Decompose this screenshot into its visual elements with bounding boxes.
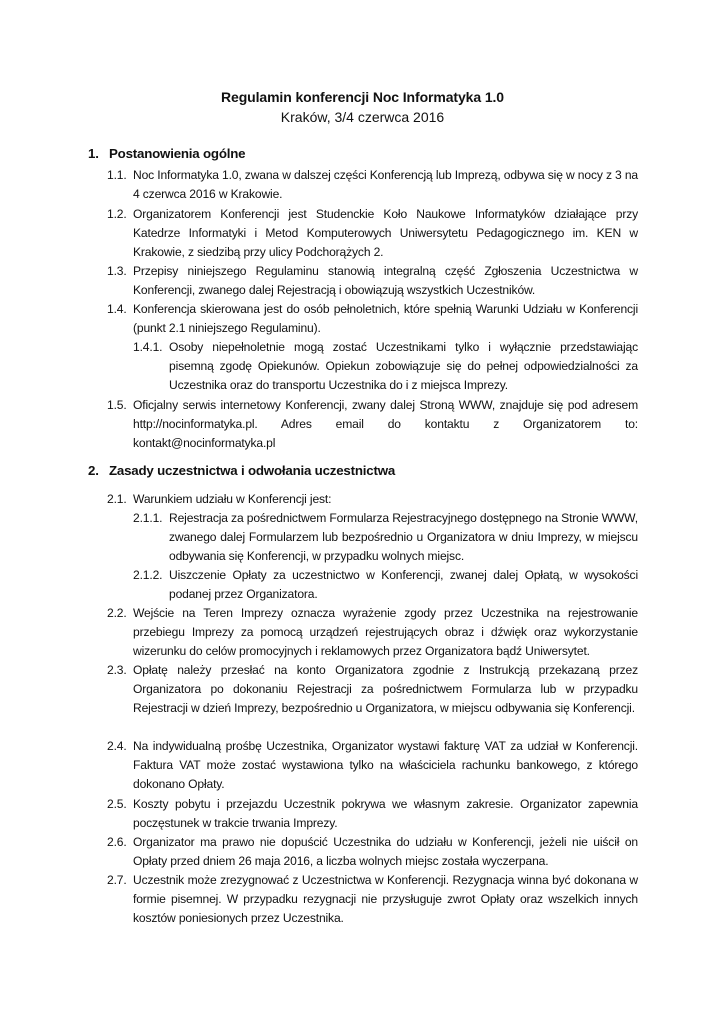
item-number: 2.6. bbox=[107, 835, 127, 849]
item-number: 1.4.1. bbox=[133, 340, 163, 354]
item-number: 2.4. bbox=[107, 739, 127, 753]
document-title: Regulamin konferencji Noc Informatyka 1.0 bbox=[221, 89, 504, 105]
list-item bbox=[133, 509, 638, 566]
section-heading bbox=[88, 463, 395, 478]
list-item bbox=[107, 166, 638, 204]
item-number: 1.4. bbox=[107, 302, 127, 316]
list-item bbox=[107, 262, 638, 300]
item-text: Uiszczenie Opłaty za uczestnictwo w Konferencji, zwanej dalej Opłatą, w wysokości podanej przez Organizatora. bbox=[169, 568, 638, 602]
section-title: Zasady uczestnictwa i odwołania uczestnictwa bbox=[109, 463, 396, 478]
item-text: Uczestnik może zrezygnować z Uczestnictwa w Konferencji. Rezygnacja winna być dokonana w formie pisemnej. W przypadku rezygnacji nie przysługuje zwrot Opłaty oraz wszelkich innych kosztów poniesionych przez Uczestnika. bbox=[133, 873, 638, 926]
item-number: 1.3. bbox=[107, 264, 127, 278]
item-text: Organizatorem Konferencji jest Studenckie Koło Naukowe Informatyków działające przy Katedrze Informatyki i Metod Komputerowych Uniwersytetu Pedagogicznego im. KEN w Krakowie, z siedzibą przy ulicy Podchorążych 2. bbox=[133, 207, 638, 260]
list-item bbox=[133, 566, 638, 604]
item-text: Na indywidualną prośbę Uczestnika, Organizator wystawi fakturę VAT za udział w Konferencji. Faktura VAT może zostać wystawiona tylko na właściciela rachunku bankowego, z którego dokonano Opłaty. bbox=[133, 739, 638, 792]
section-number: 1. bbox=[88, 146, 99, 161]
item-number: 1.5. bbox=[107, 398, 127, 412]
section-number: 2. bbox=[88, 463, 99, 478]
list-item bbox=[107, 795, 638, 833]
item-number: 2.1.1. bbox=[133, 511, 163, 525]
item-text: Koszty pobytu i przejazdu Uczestnik pokrywa we własnym zakresie. Organizator zapewnia poczęstunek w trakcie trwania Imprezy. bbox=[133, 797, 638, 831]
item-text: Konferencja skierowana jest do osób pełnoletnich, które spełnią Warunki Udziału w Konferencji (punkt 2.1 niniejszego Regulaminu). bbox=[133, 302, 638, 336]
item-number: 2.1.2. bbox=[133, 568, 163, 582]
item-text: Warunkiem udziału w Konferencji jest: bbox=[133, 492, 332, 506]
item-text: Opłatę należy przesłać na konto Organizatora zgodnie z Instrukcją przekazaną przez Organizatora po dokonaniu Rejestracji za pośrednictwem Formularza lub w przypadku Rejestracji w dzień Imprezy, bezpośrednio u Organizatora, w miejscu odbywania się Konferencji. bbox=[133, 663, 638, 716]
item-text: Organizator ma prawo nie dopuścić Uczestnika do udziału w Konferencji, jeżeli nie uiścił on Opłaty przed dniem 26 maja 2016, a liczba wolnych miejsc została wyczerpana. bbox=[133, 835, 638, 869]
list-item bbox=[107, 737, 638, 794]
item-number: 1.1. bbox=[107, 168, 127, 182]
list-item bbox=[107, 661, 638, 718]
item-text: Rejestracja za pośrednictwem Formularza Rejestracyjnego dostępnego na Stronie WWW, zwanego dalej Formularzem lub bezpośrednio u Organizatora w dniu Imprezy, w miejscu odbywania się Konferencji, w przypadku wolnych miejsc. bbox=[169, 511, 638, 564]
item-number: 2.2. bbox=[107, 606, 127, 620]
item-text: Noc Informatyka 1.0, zwana w dalszej części Konferencją lub Imprezą, odbywa się w nocy z 3 na 4 czerwca 2016 w Krakowie. bbox=[133, 168, 638, 202]
item-text: Oficjalny serwis internetowy Konferencji, zwany dalej Stroną WWW, znajduje się pod adresem http://nocinformatyka.pl. Adres email do kontaktu z Organizatorem to: kontakt@nocinformatyka.pl bbox=[133, 398, 638, 451]
list-item bbox=[107, 604, 638, 661]
list-item bbox=[107, 205, 638, 262]
list-item bbox=[107, 871, 638, 928]
item-number: 2.7. bbox=[107, 873, 127, 887]
list-item bbox=[107, 300, 638, 338]
section-title: Postanowienia ogólne bbox=[109, 146, 246, 161]
document-subtitle: Kraków, 3/4 czerwca 2016 bbox=[280, 109, 445, 125]
item-number: 2.1. bbox=[107, 492, 127, 506]
list-item bbox=[107, 396, 638, 453]
item-text: Przepisy niniejszego Regulaminu stanowią integralną część Zgłoszenia Uczestnictwa w Konferencji, zwanego dalej Rejestracją i obowiązują wszystkich Uczestników. bbox=[133, 264, 638, 298]
section-heading bbox=[88, 146, 245, 161]
item-text: Osoby niepełnoletnie mogą zostać Uczestnikami tylko i wyłącznie przedstawiając pisemną zgodę Opiekunów. Opiekun zobowiązuje się do pełnej odpowiedzialności za Uczestnika oraz do transportu Uczestnika do i z miejsca Imprezy. bbox=[169, 340, 638, 393]
list-item bbox=[107, 490, 638, 509]
list-item bbox=[133, 338, 638, 395]
item-text: Wejście na Teren Imprezy oznacza wyrażenie zgody przez Uczestnika na rejestrowanie przebiegu Imprezy za pomocą urządzeń rejestrujących obraz i dźwięk oraz wykorzystanie wizerunku do celów promocyjnych i reklamowych przez Organizatora bądź Uniwersytet. bbox=[133, 606, 638, 659]
item-number: 2.3. bbox=[107, 663, 127, 677]
item-number: 2.5. bbox=[107, 797, 127, 811]
item-number: 1.2. bbox=[107, 207, 127, 221]
list-item bbox=[107, 833, 638, 871]
